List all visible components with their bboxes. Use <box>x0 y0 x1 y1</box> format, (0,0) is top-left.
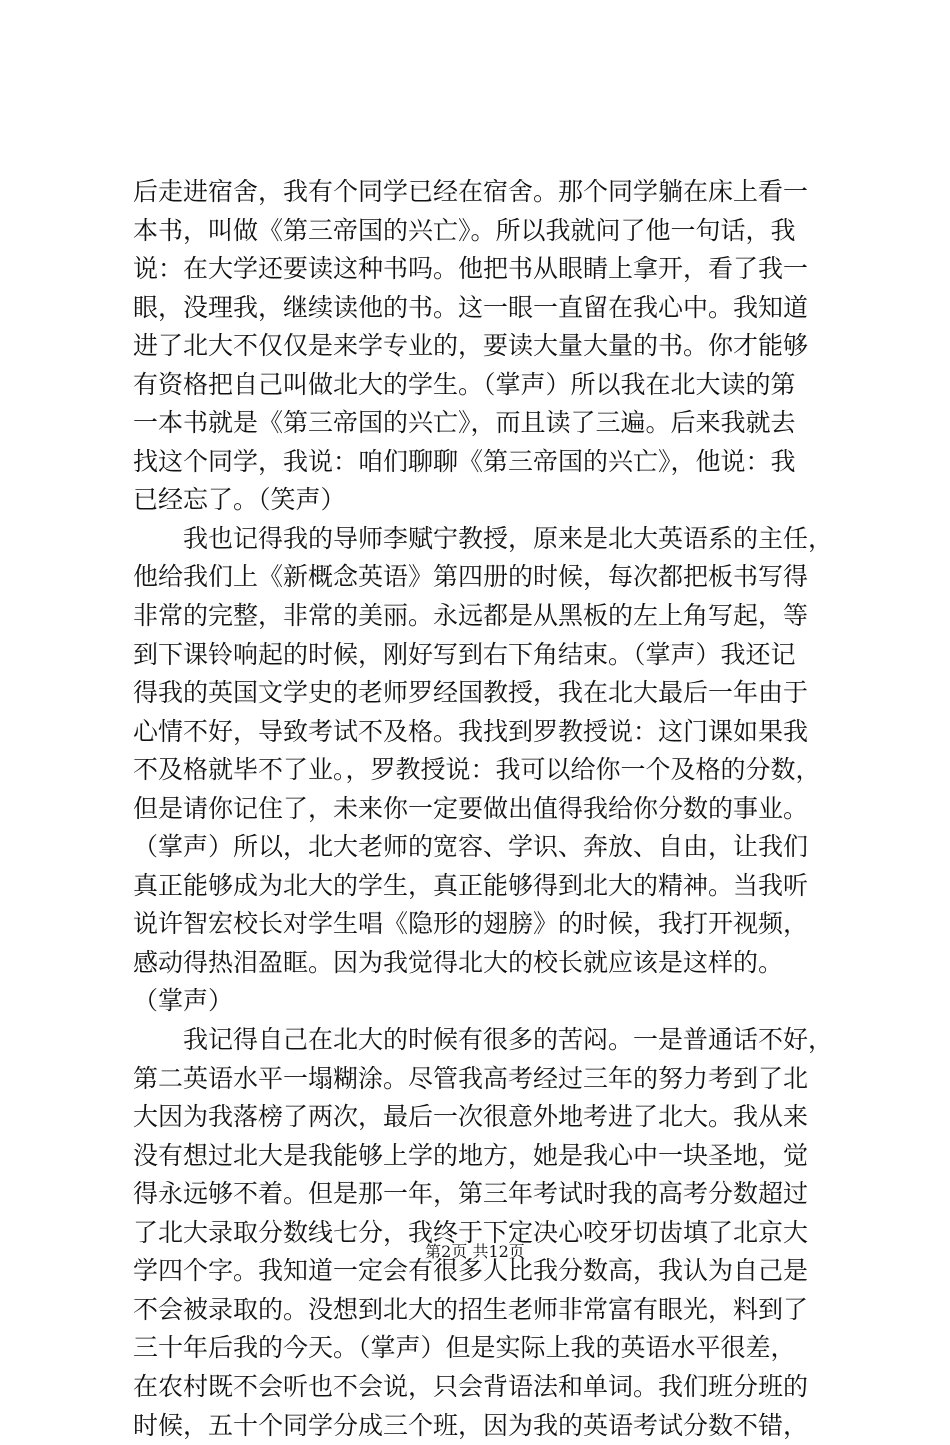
text-line: 眼，没理我，继续读他的书。这一眼一直留在我心中。我知道 <box>133 289 833 328</box>
text-line: 但是请你记住了，未来你一定要做出值得我给你分数的事业。 <box>133 790 833 829</box>
text-line: 本书，叫做《第三帝国的兴亡》。所以我就问了他一句话，我 <box>133 212 833 251</box>
text-line: 得我的英国文学史的老师罗经国教授，我在北大最后一年由于 <box>133 674 833 713</box>
text-line: （掌声）所以，北大老师的宽容、学识、奔放、自由，让我们 <box>133 828 833 867</box>
text-line: 找这个同学，我说：咱们聊聊《第三帝国的兴亡》，他说：我 <box>133 443 833 482</box>
text-line: 时候，五十个同学分成三个班，因为我的英语考试分数不错， <box>133 1407 833 1445</box>
text-line: 不会被录取的。没想到北大的招生老师非常富有眼光，料到了 <box>133 1291 833 1330</box>
text-line: 他给我们上《新概念英语》第四册的时候，每次都把板书写得 <box>133 558 833 597</box>
text-line: 说：在大学还要读这种书吗。他把书从眼睛上拿开，看了我一 <box>133 250 833 289</box>
text-line: 感动得热泪盈眶。因为我觉得北大的校长就应该是这样的。 <box>133 944 833 983</box>
text-line: 非常的完整，非常的美丽。永远都是从黑板的左上角写起，等 <box>133 597 833 636</box>
text-line: 有资格把自己叫做北大的学生。（掌声）所以我在北大读的第 <box>133 366 833 405</box>
page-number-footer: 第2页 共12页 <box>0 1242 950 1262</box>
text-line: 不及格就毕不了业。，罗教授说：我可以给你一个及格的分数， <box>133 751 833 790</box>
text-line: 我记得自己在北大的时候有很多的苦闷。一是普通话不好， <box>133 1021 833 1060</box>
text-line: 真正能够成为北大的学生，真正能够得到北大的精神。当我听 <box>133 867 833 906</box>
text-line: 进了北大不仅仅是来学专业的，要读大量大量的书。你才能够 <box>133 327 833 366</box>
text-line: 没有想过北大是我能够上学的地方，她是我心中一块圣地，觉 <box>133 1137 833 1176</box>
text-line: 我也记得我的导师李赋宁教授，原来是北大英语系的主任， <box>133 520 833 559</box>
text-line: 后走进宿舍，我有个同学已经在宿舍。那个同学躺在床上看一 <box>133 173 833 212</box>
text-line: 已经忘了。（笑声） <box>133 481 833 520</box>
text-line: 第二英语水平一塌糊涂。尽管我高考经过三年的努力考到了北 <box>133 1060 833 1099</box>
text-line: 在农村既不会听也不会说，只会背语法和单词。我们班分班的 <box>133 1368 833 1407</box>
text-line: 三十年后我的今天。（掌声）但是实际上我的英语水平很差， <box>133 1329 833 1368</box>
text-line: （掌声） <box>133 982 833 1021</box>
text-line: 学四个字。我知道一定会有很多人比我分数高，我认为自己是 <box>133 1252 833 1291</box>
text-line: 一本书就是《第三帝国的兴亡》，而且读了三遍。后来我就去 <box>133 404 833 443</box>
text-line: 说许智宏校长对学生唱《隐形的翅膀》的时候，我打开视频， <box>133 905 833 944</box>
text-line: 得永远够不着。但是那一年，第三年考试时我的高考分数超过 <box>133 1175 833 1214</box>
text-line: 了北大录取分数线七分，我终于下定决心咬牙切齿填了北京大 <box>133 1214 833 1253</box>
text-line: 心情不好，导致考试不及格。我找到罗教授说：这门课如果我 <box>133 713 833 752</box>
text-line: 大因为我落榜了两次，最后一次很意外地考进了北大。我从来 <box>133 1098 833 1137</box>
text-line: 到下课铃响起的时候，刚好写到右下角结束。（掌声）我还记 <box>133 636 833 675</box>
